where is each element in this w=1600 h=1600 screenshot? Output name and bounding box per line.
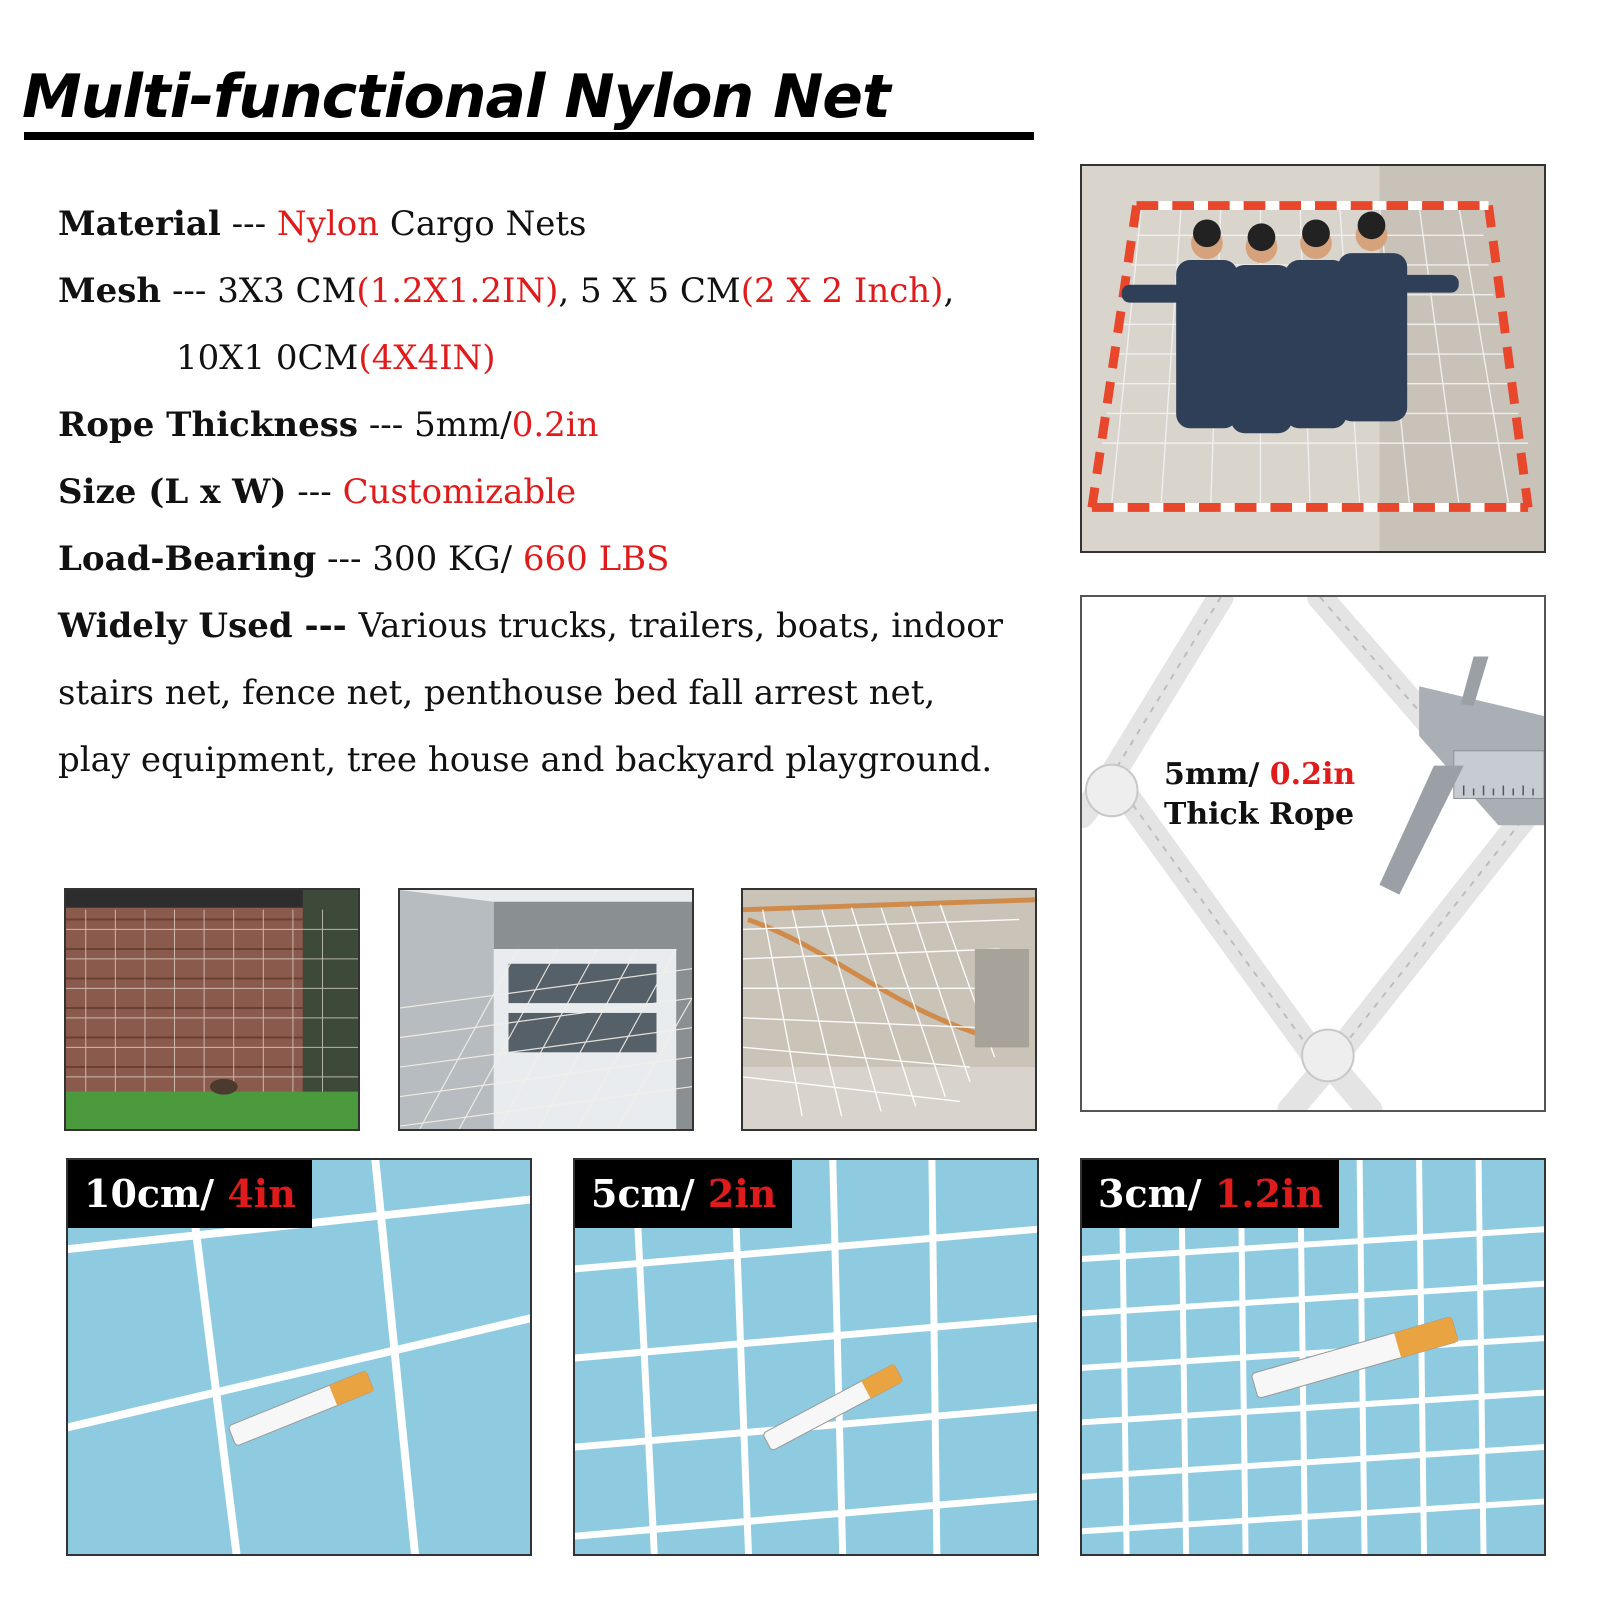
spec-value: Various trucks, trailers, boats, indoor bbox=[358, 606, 1003, 646]
spec-value: 3X3 CM bbox=[217, 271, 357, 311]
page-title: Multi-functional Nylon Net bbox=[22, 62, 890, 132]
spec-separator: --- bbox=[286, 472, 343, 512]
spec-label: Mesh bbox=[58, 271, 162, 311]
spec-label: Rope Thickness bbox=[58, 405, 359, 445]
stairs-net-illustration bbox=[743, 890, 1035, 1129]
mesh-size-metric: 10cm/ bbox=[84, 1171, 228, 1216]
spec-list bbox=[58, 204, 1058, 807]
spec-used bbox=[58, 606, 1058, 673]
atrium-net-illustration bbox=[400, 890, 692, 1129]
spec-separator: --- bbox=[292, 606, 359, 646]
spec-value: 5mm/ bbox=[414, 405, 512, 445]
mesh-sample-10cm bbox=[66, 1158, 532, 1556]
spec-rope bbox=[58, 405, 1058, 472]
rope-callout-value: 5mm/ bbox=[1164, 757, 1270, 792]
rope-callout bbox=[1164, 755, 1355, 835]
photo-use-atrium bbox=[398, 888, 694, 1131]
rope-caliper-illustration bbox=[1082, 597, 1544, 1110]
mesh-size-label bbox=[68, 1160, 312, 1228]
spec-value: , bbox=[943, 271, 955, 311]
spec-size bbox=[58, 472, 1058, 539]
mesh-size-metric: 5cm/ bbox=[591, 1171, 708, 1216]
spec-used-line2: stairs net, fence net, penthouse bed fall arrest net, bbox=[58, 673, 936, 713]
spec-highlight: (4X4IN) bbox=[358, 338, 496, 378]
spec-highlight: Customizable bbox=[342, 472, 577, 512]
mesh-size-metric: 3cm/ bbox=[1098, 1171, 1215, 1216]
fence-net-illustration bbox=[66, 890, 358, 1129]
spec-separator: --- bbox=[220, 204, 277, 244]
mesh-sample-5cm bbox=[573, 1158, 1039, 1556]
spec-highlight: Nylon bbox=[276, 204, 380, 244]
spec-separator: --- bbox=[316, 539, 373, 579]
spec-value: 10X1 0CM bbox=[176, 338, 359, 378]
spec-highlight: (2 X 2 Inch) bbox=[740, 271, 944, 311]
spec-load bbox=[58, 539, 1058, 606]
photo-use-stairs bbox=[741, 888, 1037, 1131]
spec-used-line3: play equipment, tree house and backyard playground. bbox=[58, 740, 993, 780]
spec-value: , 5 X 5 CM bbox=[558, 271, 741, 311]
spec-highlight: (1.2X1.2IN) bbox=[356, 271, 559, 311]
rope-callout-highlight: 0.2in bbox=[1269, 757, 1356, 792]
mesh-size-label bbox=[1082, 1160, 1339, 1228]
spec-mesh bbox=[58, 271, 1058, 338]
spec-separator: --- bbox=[161, 271, 218, 311]
mesh-sample-3cm bbox=[1080, 1158, 1546, 1556]
spec-label: Size (L x W) bbox=[58, 472, 287, 512]
spec-value: Cargo Nets bbox=[379, 204, 587, 244]
spec-highlight: 0.2in bbox=[511, 405, 599, 445]
spec-label: Material bbox=[58, 204, 221, 244]
spec-separator: --- bbox=[358, 405, 415, 445]
title-underline bbox=[24, 132, 1034, 140]
photo-use-fence bbox=[64, 888, 360, 1131]
spec-label: Widely Used bbox=[58, 606, 293, 646]
rope-callout-caption: Thick Rope bbox=[1164, 797, 1355, 832]
spec-material bbox=[58, 204, 1058, 271]
mesh-size-inch: 4in bbox=[227, 1171, 296, 1216]
mesh-size-label bbox=[575, 1160, 792, 1228]
mesh-size-inch: 1.2in bbox=[1214, 1171, 1324, 1216]
spec-label: Load-Bearing bbox=[58, 539, 317, 579]
spec-highlight: 660 LBS bbox=[522, 539, 670, 579]
photo-load-test bbox=[1080, 164, 1546, 553]
load-test-illustration bbox=[1082, 166, 1544, 551]
spec-mesh-cont bbox=[58, 338, 1058, 405]
spec-value: 300 KG/ bbox=[372, 539, 523, 579]
mesh-size-inch: 2in bbox=[707, 1171, 777, 1216]
photo-rope-thickness bbox=[1080, 595, 1546, 1112]
